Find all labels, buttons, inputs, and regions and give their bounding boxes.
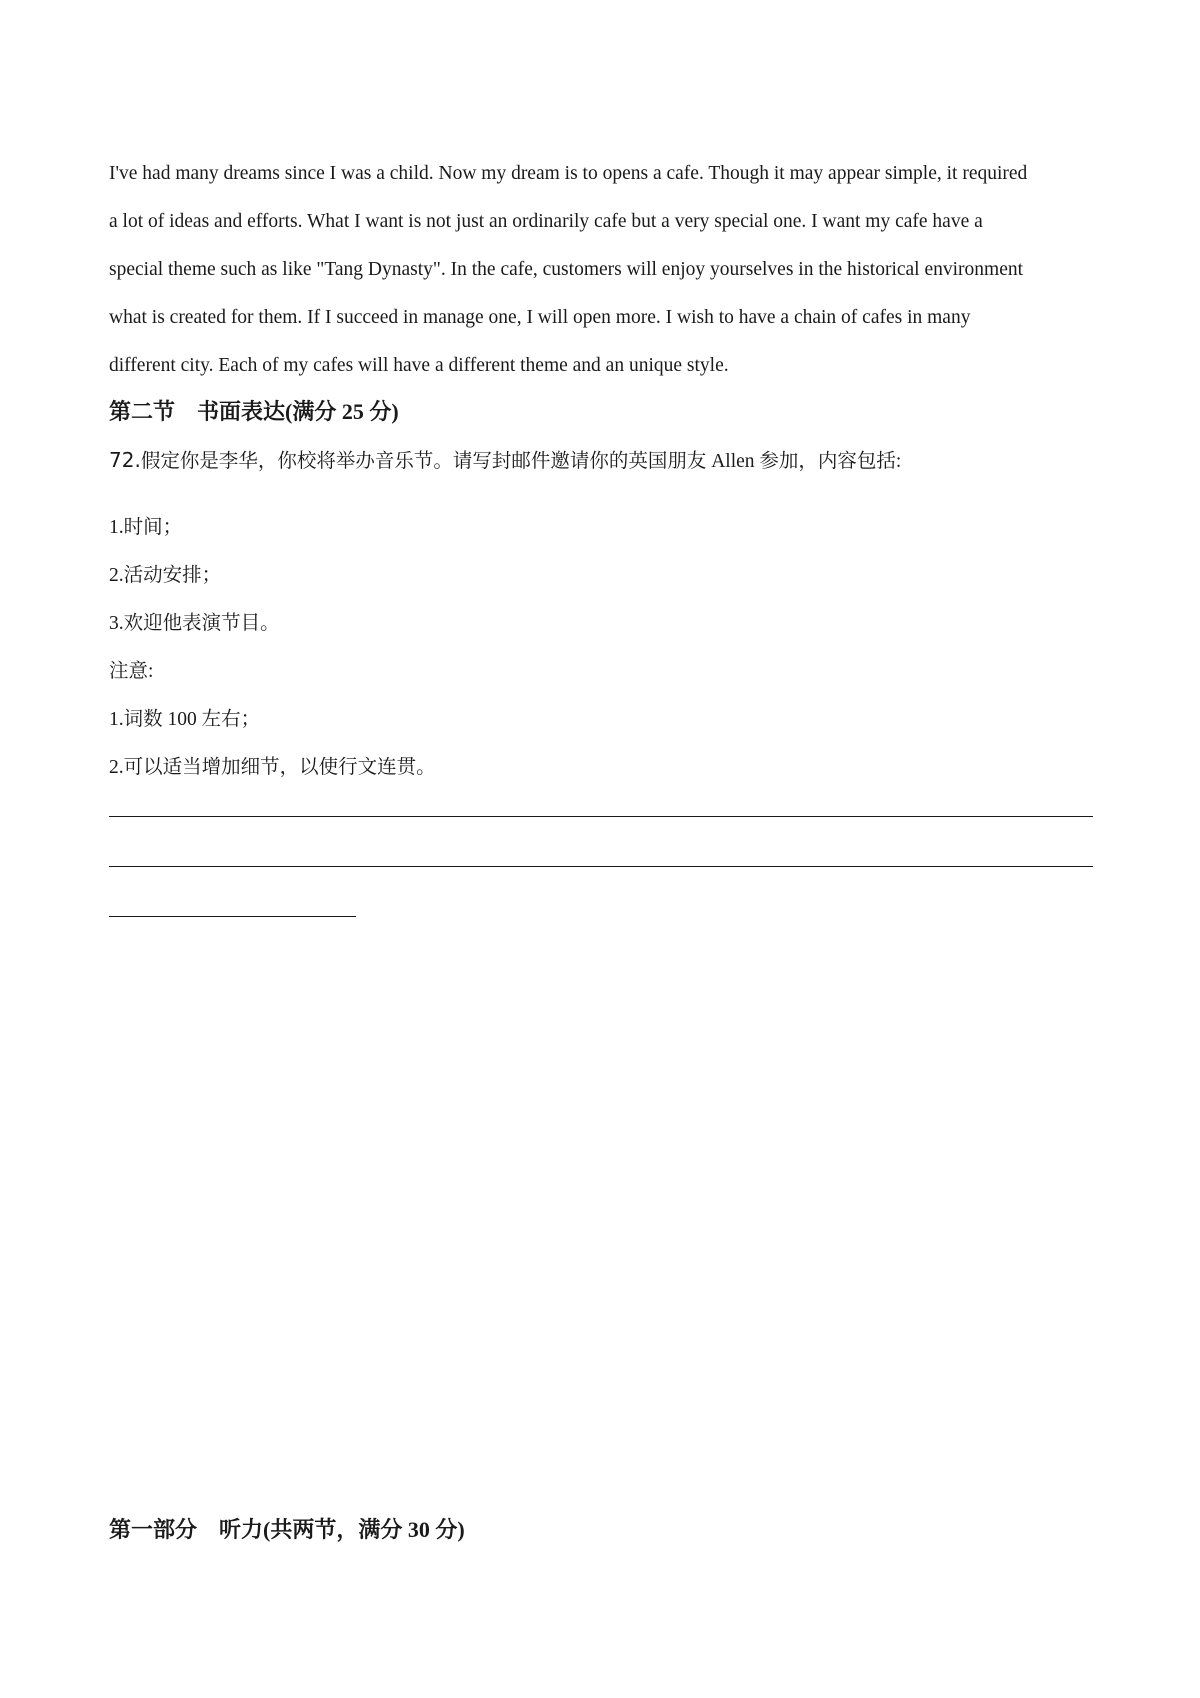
- note-item: 1.词数 100 左右；: [109, 709, 261, 730]
- section-writing-heading: 第二节 书面表达(满分 25 分): [109, 399, 399, 424]
- question-prompt-text: 假定你是李华，你校将举办音乐节。请写封邮件邀请你的英国朋友 Allen 参加，内容包括:: [140, 451, 902, 472]
- passage-line: I've had many dreams since I was a child. Now my dream is to opens a cafe. Though it may appear simple, it required: [109, 163, 1028, 184]
- passage-line: different city. Each of my cafes will have a different theme and an unique style.: [109, 355, 729, 376]
- note-item: 2.可以适当增加细节，以使行文连贯。: [109, 757, 436, 778]
- notes-label: 注意:: [109, 661, 154, 682]
- section-listening-heading: 第一部分 听力(共两节，满分 30 分): [109, 1517, 465, 1542]
- passage-line: special theme such as like "Tang Dynasty". In the cafe, customers will enjoy yourselves in the historical environment: [109, 259, 1024, 280]
- answer-blank-line[interactable]: [109, 866, 1093, 867]
- requirement-item: 3.欢迎他表演节目。: [109, 613, 280, 634]
- answer-blank-line[interactable]: [109, 916, 356, 917]
- passage-line: what is created for them. If I succeed in manage one, I will open more. I wish to have a chain of cafes in many: [109, 307, 971, 328]
- requirement-item: 1.时间；: [109, 517, 183, 538]
- passage-line: a lot of ideas and efforts. What I want is not just an ordinarily cafe but a very special one. I want my cafe have a: [109, 211, 983, 232]
- question-number: 72.: [109, 448, 141, 472]
- question-prompt: [109, 445, 901, 473]
- answer-blank-line[interactable]: [109, 816, 1093, 817]
- requirement-item: 2.活动安排；: [109, 565, 222, 586]
- error-correction-passage: [109, 150, 1109, 390]
